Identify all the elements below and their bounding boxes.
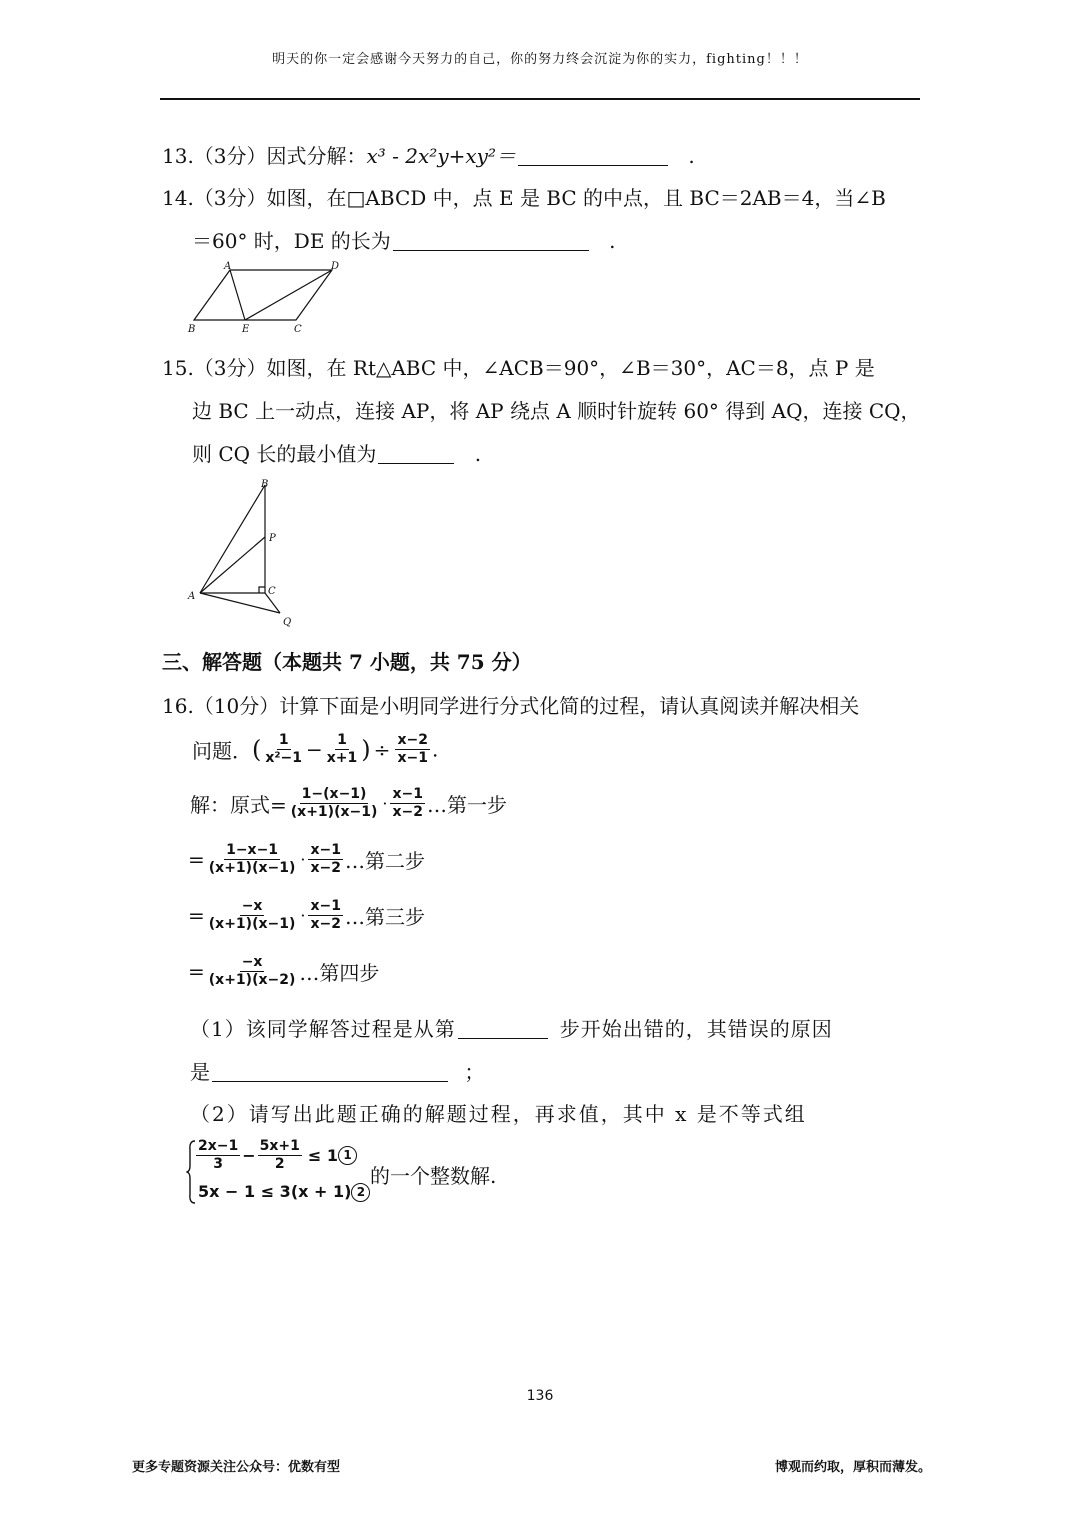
numerator: x−1 — [310, 898, 341, 914]
equals-sign: = — [188, 903, 205, 928]
step4-fraction — [207, 954, 298, 989]
part1-semicolon: ； — [464, 1060, 485, 1084]
q13-expression: x³ - 2x²y+xy²＝ — [366, 144, 516, 168]
circled-mark-1: 1 — [338, 1146, 357, 1165]
ineq2-text: 5x − 1 ≤ 3(x + 1) — [198, 1182, 352, 1201]
step1-label: …第一步 — [426, 793, 507, 817]
numerator: 1−x−1 — [226, 842, 279, 858]
ineq1-fraction-1 — [196, 1138, 240, 1173]
close-paren: ) — [361, 735, 371, 764]
step3-fraction-2 — [308, 898, 343, 933]
label-p: P — [269, 533, 276, 544]
minus-sign: − — [306, 737, 323, 762]
q16-prompt-text: 问题． — [192, 739, 252, 763]
q13-number: 13.（3分）因式分解： — [162, 144, 367, 168]
denominator: x−2 — [310, 916, 341, 932]
denominator: (x+1)(x−1) — [290, 804, 378, 820]
q15-line3-text: 则 CQ 长的最小值为 — [192, 442, 377, 466]
numerator: x−1 — [392, 786, 423, 802]
parallelogram-abcd — [194, 270, 332, 320]
times-dot: · — [300, 850, 306, 869]
equals-sign: = — [188, 959, 205, 984]
footer-right: 博观而约取，厚积而薄发。 — [775, 1460, 932, 1475]
fraction-1 — [263, 732, 304, 767]
q16-part1-line2 — [190, 1056, 484, 1085]
right-angle-mark — [259, 587, 265, 593]
step2-fraction — [207, 842, 298, 877]
part1-reason-blank — [212, 1061, 448, 1082]
part1-text-a: （1）该同学解答过程是从第 — [190, 1017, 456, 1041]
segment-ab — [200, 485, 265, 593]
part2-ending: 的一个整数解. — [370, 1164, 497, 1188]
denominator: x−2 — [392, 804, 423, 820]
numerator: x−1 — [310, 842, 341, 858]
label-d: D — [331, 261, 340, 272]
times-dot: · — [300, 906, 306, 925]
label-a: A — [224, 261, 232, 272]
equals-sign: = — [188, 847, 205, 872]
numerator: 1−(x−1) — [301, 786, 367, 802]
parallelogram-figure — [182, 260, 352, 340]
step4-label: …第四步 — [299, 961, 380, 985]
step2-fraction-2 — [308, 842, 343, 877]
ineq1-fraction-2 — [258, 1138, 302, 1173]
prompt-period: . — [431, 737, 439, 762]
numerator: 5x+1 — [259, 1138, 300, 1154]
label-c: C — [268, 586, 276, 597]
step3-fraction — [207, 898, 298, 933]
numerator: x−2 — [397, 732, 428, 748]
q16-part1 — [190, 1013, 833, 1042]
question-14-line2 — [192, 225, 616, 254]
q14-period: . — [609, 229, 616, 253]
numerator: 1 — [337, 732, 347, 748]
part1-step-blank — [458, 1018, 548, 1039]
numerator: −x — [241, 954, 263, 970]
q14-line2-text: ＝60° 时，DE 的长为 — [192, 229, 391, 253]
label-b: B — [261, 479, 269, 490]
q13-answer-blank — [518, 145, 668, 166]
solution-step-3 — [188, 898, 425, 933]
step1-fraction — [289, 786, 380, 821]
right-triangle-figure — [182, 475, 302, 630]
q14-answer-blank — [393, 230, 589, 251]
solution-step-2 — [188, 842, 425, 877]
solution-step-4 — [188, 954, 379, 989]
part1-text-c: 是 — [190, 1060, 210, 1084]
label-e: E — [242, 324, 250, 335]
footer-left: 更多专题资源关注公众号：优数有型 — [132, 1460, 341, 1475]
fraction-3 — [395, 732, 430, 767]
q13-period: . — [688, 144, 695, 168]
question-14-line1: 14.（3分）如图，在□ABCD 中，点 E 是 BC 的中点，且 BC＝2AB＝4，当∠B — [162, 186, 886, 210]
q15-answer-blank — [378, 443, 454, 464]
denominator: x−2 — [310, 860, 341, 876]
segment-ae — [230, 270, 245, 320]
solution-step-1 — [190, 786, 507, 821]
denominator: 2 — [274, 1156, 285, 1172]
step3-label: …第三步 — [344, 905, 425, 929]
system-brace — [186, 1140, 196, 1204]
numerator: 1 — [278, 732, 289, 748]
label-a: A — [188, 591, 196, 602]
question-16-line1: 16.（10分）计算下面是小明同学进行分式化简的过程，请认真阅读并解决相关 — [162, 694, 860, 718]
question-15-line3 — [192, 438, 481, 467]
step1-fraction-2 — [390, 786, 425, 821]
label-b: B — [188, 324, 196, 335]
step2-label: …第二步 — [344, 849, 425, 873]
inequality-2 — [198, 1182, 370, 1202]
fraction-2 — [325, 732, 360, 767]
question-15-line1: 15.（3分）如图，在 Rt△ABC 中，∠ACB＝90°，∠B＝30°，AC＝8，点 P 是 — [162, 356, 875, 380]
denominator: x²−1 — [265, 750, 303, 766]
page-number: 136 — [526, 1388, 554, 1404]
inequality-1 — [196, 1138, 357, 1173]
q16-part2: （2）请写出此题正确的解题过程，再求值，其中 x 是不等式组 — [190, 1102, 807, 1126]
denominator: (x+1)(x−1) — [208, 860, 296, 876]
q16-prompt-line — [192, 732, 438, 767]
denominator: x+1 — [326, 750, 358, 766]
part1-text-b: 步开始出错的，其错误的原因 — [559, 1017, 833, 1041]
times-dot: · — [382, 794, 388, 813]
numerator: −x — [241, 898, 263, 914]
numerator: 2x−1 — [198, 1138, 239, 1154]
denominator: x−1 — [397, 750, 428, 766]
segment-de — [245, 270, 332, 320]
denominator: 3 — [213, 1156, 223, 1172]
circled-mark-2: 2 — [351, 1183, 370, 1202]
page-header-motto: 明天的你一定会感谢今天努力的自己，你的努力终会沉淀为你的实力，fighting！！！ — [272, 52, 808, 67]
ineq1-minus: − — [242, 1146, 256, 1165]
ineq1-rhs: ≤ 1 — [307, 1146, 339, 1165]
label-q: Q — [283, 617, 292, 628]
question-15-line2: 边 BC 上一动点，连接 AP，将 AP 绕点 A 顺时针旋转 60° 得到 AQ，连接 CQ， — [192, 399, 921, 423]
header-rule — [160, 98, 920, 100]
q15-period: . — [474, 442, 482, 466]
denominator: (x+1)(x−1) — [208, 916, 296, 932]
division-sign: ÷ — [373, 737, 391, 762]
solution-label: 解：原式= — [190, 793, 287, 817]
question-13 — [162, 140, 695, 169]
section-3-title: 三、解答题（本题共 7 小题，共 75 分） — [162, 650, 532, 674]
label-c: C — [294, 324, 302, 335]
segment-ap — [200, 537, 265, 593]
denominator: (x+1)(x−2) — [208, 972, 296, 988]
open-paren: ( — [252, 735, 262, 764]
